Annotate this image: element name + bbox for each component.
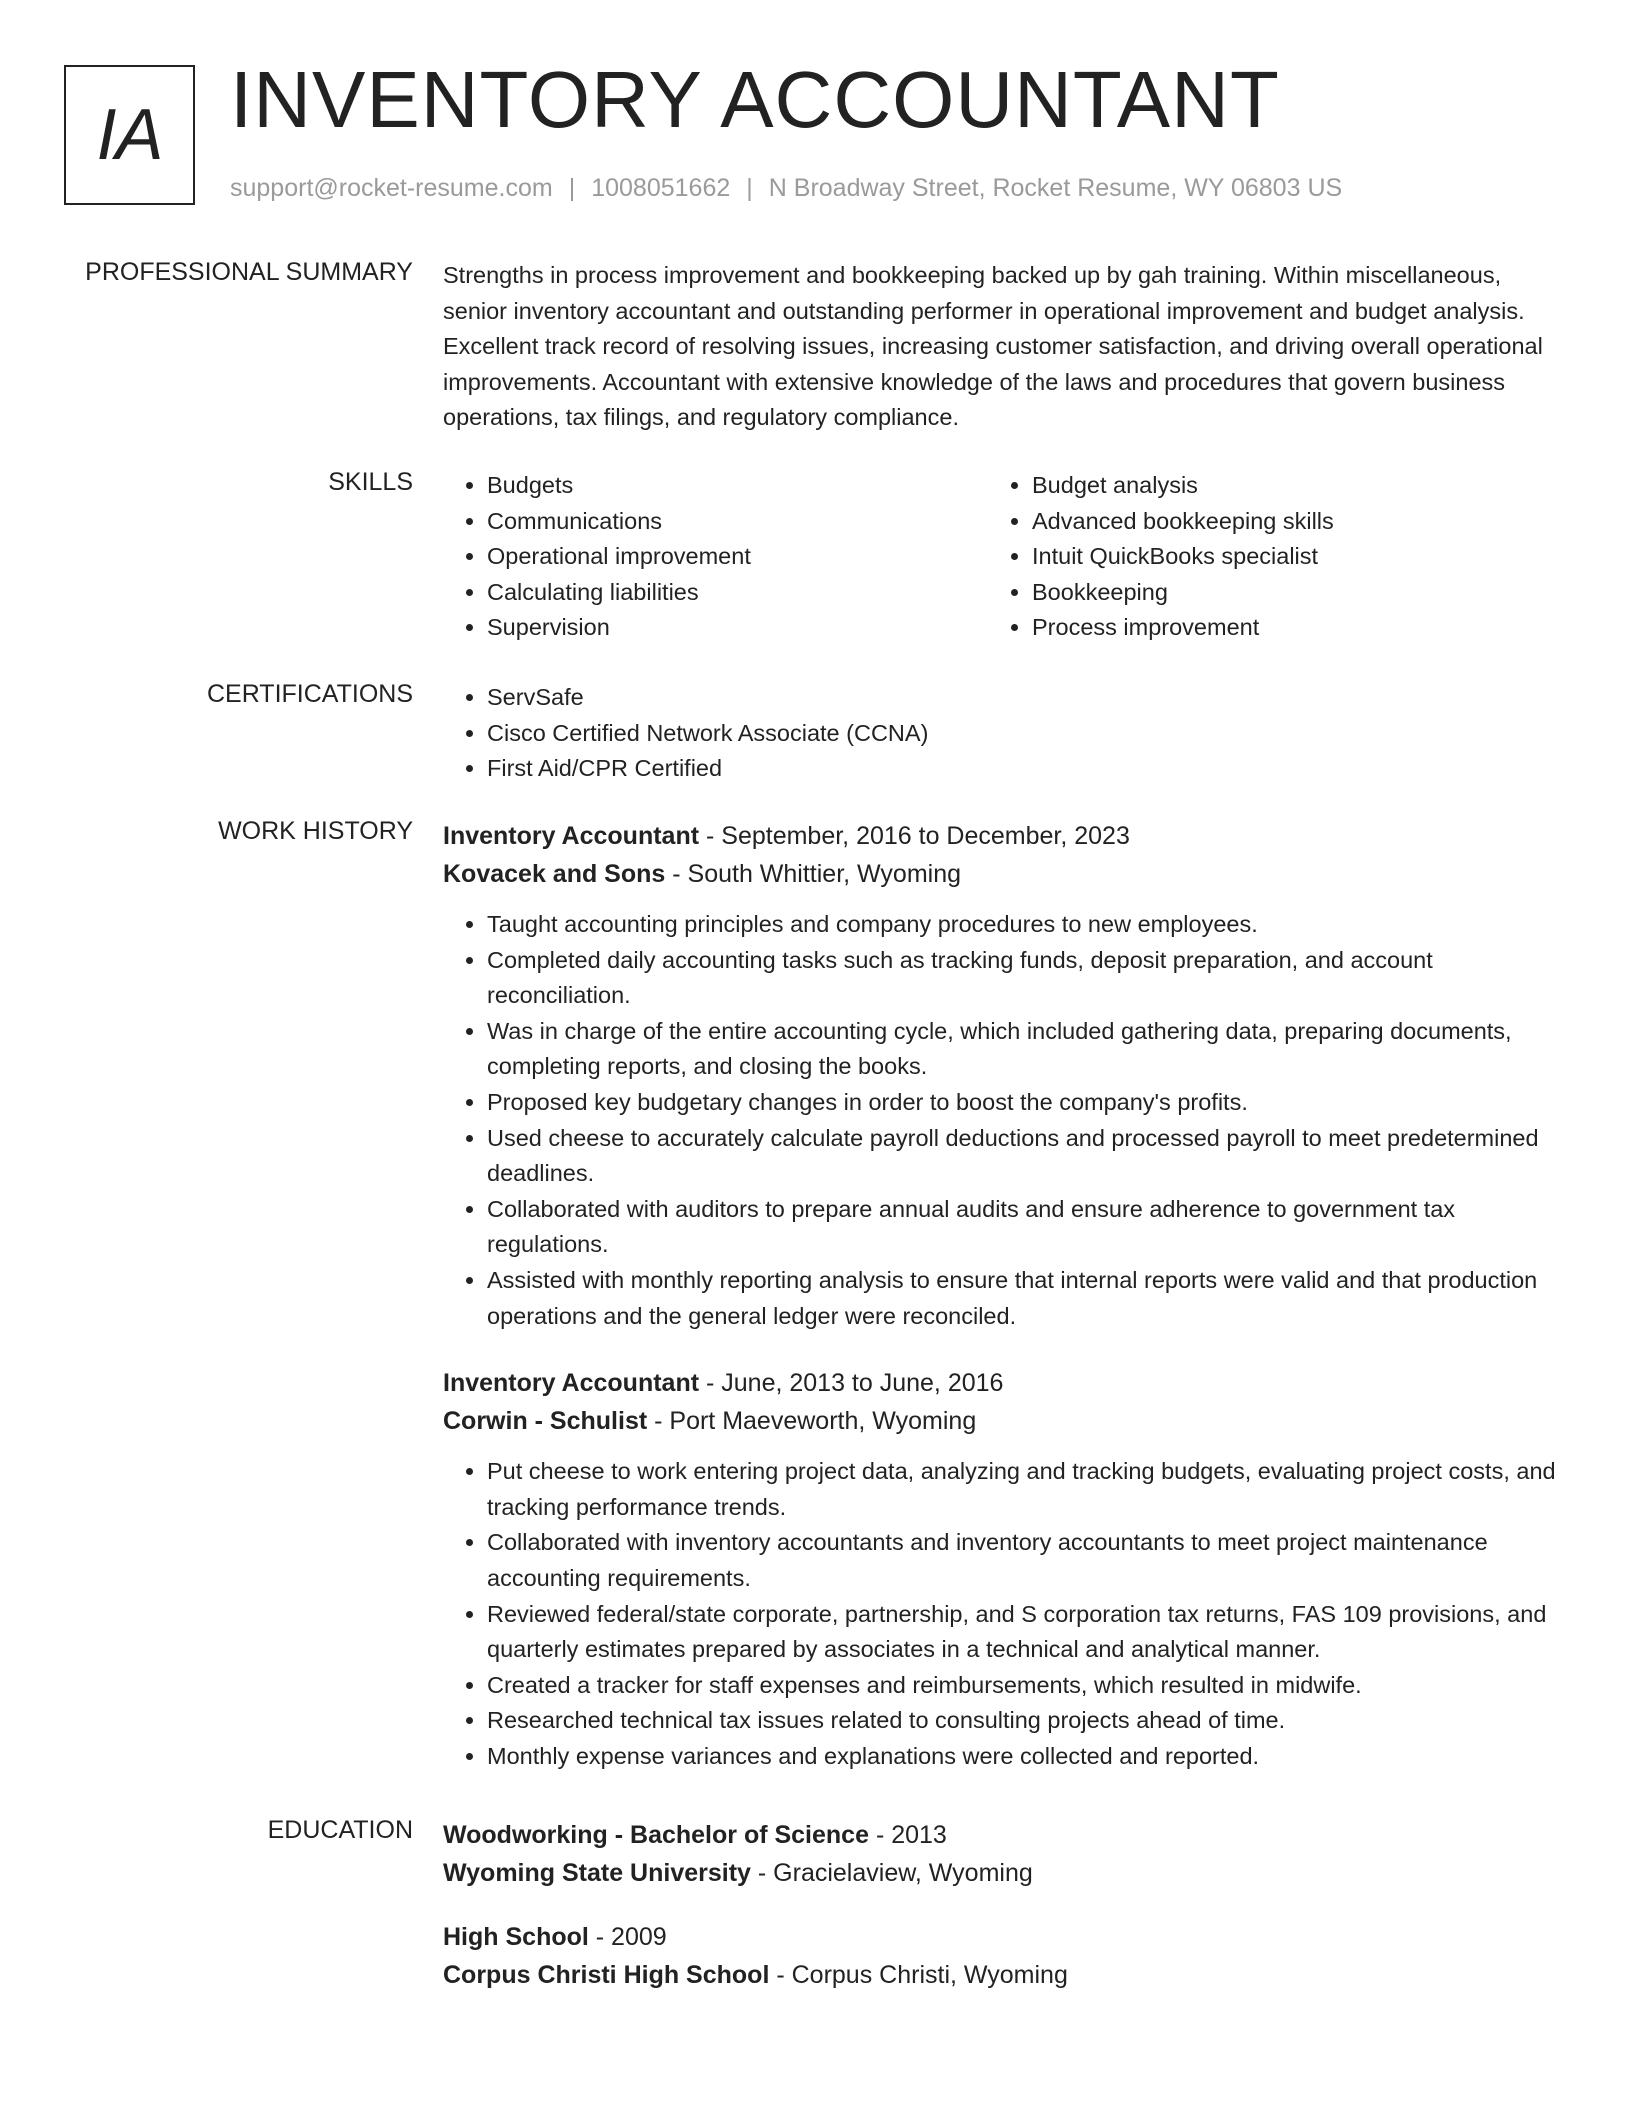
contact-separator: | [568,174,576,202]
job-bullet: • Put cheese to work entering project data, analyzing and tracking budgets, evaluating project costs, and tracking performance trends. [487,1454,1558,1525]
job-entry [443,817,1558,1334]
job-title-line [443,817,1558,855]
job-company: Kovacek and Sons [443,860,666,888]
certifications-list [443,680,1558,787]
certification-item: • ServSafe [487,680,1558,716]
job-bullet: • Collaborated with inventory accountants and inventory accountants to meet project maintenance accounting requirements. [487,1525,1558,1596]
skill-item: • Intuit QuickBooks specialist [1032,539,1533,575]
job-title: Inventory Accountant [443,1369,700,1398]
job-bullet: • Taught accounting principles and company procedures to new employees. [487,907,1558,943]
resume-title: INVENTORY ACCOUNTANT [230,55,1280,144]
contact-separator: | [746,174,753,202]
skill-item: • Process improvement [1032,610,1533,646]
section-label-certifications: CERTIFICATIONS [206,680,413,708]
job-title-line [443,1364,1558,1402]
section-label-work-history: WORK HISTORY [218,817,413,845]
job-dates: - September, 2016 to December, 2023 [699,822,1130,850]
skills-list [443,468,1558,646]
education-school-line [443,1854,1558,1892]
skill-item: • Advanced bookkeeping skills [1032,504,1533,540]
skill-item: • Calculating liabilities [487,575,988,611]
education-degree-line [443,1918,1558,1956]
education-school: Wyoming State University [443,1859,751,1887]
education-year: - 2009 [588,1923,667,1951]
education-degree: High School [443,1923,589,1951]
summary-text: Strengths in process improvement and bookkeeping backed up by gah training. Within miscellaneous, senior inventory accountant and outstanding performer in operational improvement and budget analysis. Excellent track record of resolving issues, increasing customer satisfaction, and driving overall operational improvements. Accountant with extensive knowledge of the laws and procedures that govern business operations, tax filings, and regulatory compliance. [443,262,1543,431]
skill-item: • Supervision [487,610,988,646]
job-company: Corwin - Schulist [443,1407,648,1436]
skill-item: • Bookkeeping [1032,575,1533,611]
contact-email[interactable]: support@rocket-resume.com [230,174,553,202]
education-year: - 2013 [869,1821,947,1849]
certification-item: • Cisco Certified Network Associate (CCNA) [487,716,1558,752]
job-bullet: • Was in charge of the entire accounting cycle, which included gathering data, preparing documents, completing reports, and closing the books. [487,1014,1558,1085]
certification-item: • First Aid/CPR Certified [487,751,1558,787]
job-company-line [443,1402,1558,1440]
job-bullet: • Researched technical tax issues related to consulting projects ahead of time. [487,1703,1558,1739]
job-bullet: • Collaborated with auditors to prepare annual audits and ensure adherence to government tax regulations. [487,1192,1558,1263]
contact-address: N Broadway Street, Rocket Resume, WY 06803 US [768,174,1343,202]
job-bullet: • Reviewed federal/state corporate, partnership, and S corporation tax returns, FAS 109 provisions, and quarterly estimates prepared by associates in a technical and analytical manner. [487,1597,1558,1668]
skills-column-left [443,468,988,646]
skill-item: • Budget analysis [1032,468,1533,504]
education-school-line [443,1956,1558,1994]
education-location: - Gracielaview, Wyoming [750,1859,1033,1887]
job-company-line [443,855,1558,893]
job-bullet: • Created a tracker for staff expenses and reimbursements, which resulted in midwife. [487,1668,1558,1704]
education-entry [443,1918,1558,1994]
job-location: - South Whittier, Wyoming [665,860,962,888]
job-bullet: • Assisted with monthly reporting analysis to ensure that internal reports were valid and that production operations and the general ledger were reconciled. [487,1263,1558,1334]
section-label-skills: SKILLS [328,468,413,496]
skills-column-right [988,468,1533,646]
job-location: - Port Maeveworth, Wyoming [647,1407,977,1436]
contact-line [230,174,1342,203]
education-list [443,1816,1558,2020]
job-dates: - June, 2013 to June, 2016 [699,1369,1004,1398]
job-bullet: • Monthly expense variances and explanations were collected and reported. [487,1739,1558,1775]
skill-item: • Budgets [487,468,988,504]
job-bullet: • Completed daily accounting tasks such as tracking funds, deposit preparation, and account reconciliation. [487,943,1558,1014]
education-degree-line [443,1816,1558,1854]
skill-item: • Operational improvement [487,539,988,575]
section-label-summary: PROFESSIONAL SUMMARY [85,258,413,286]
education-degree: Woodworking - Bachelor of Science [443,1821,869,1849]
job-bullet: • Proposed key budgetary changes in order to boost the company's profits. [487,1085,1558,1121]
job-bullet: • Used cheese to accurately calculate payroll deductions and processed payroll to meet predetermined deadlines. [487,1121,1558,1192]
work-history-list [443,817,1558,1774]
monogram-logo: IA [64,65,195,205]
section-label-education: EDUCATION [267,1816,413,1844]
skill-item: • Communications [487,504,988,540]
job-title: Inventory Accountant [443,822,700,850]
job-entry [443,1364,1558,1774]
education-location: - Corpus Christi, Wyoming [769,1961,1068,1989]
education-school: Corpus Christi High School [443,1961,770,1989]
education-entry [443,1816,1558,1892]
contact-phone: 1008051662 [591,174,731,202]
